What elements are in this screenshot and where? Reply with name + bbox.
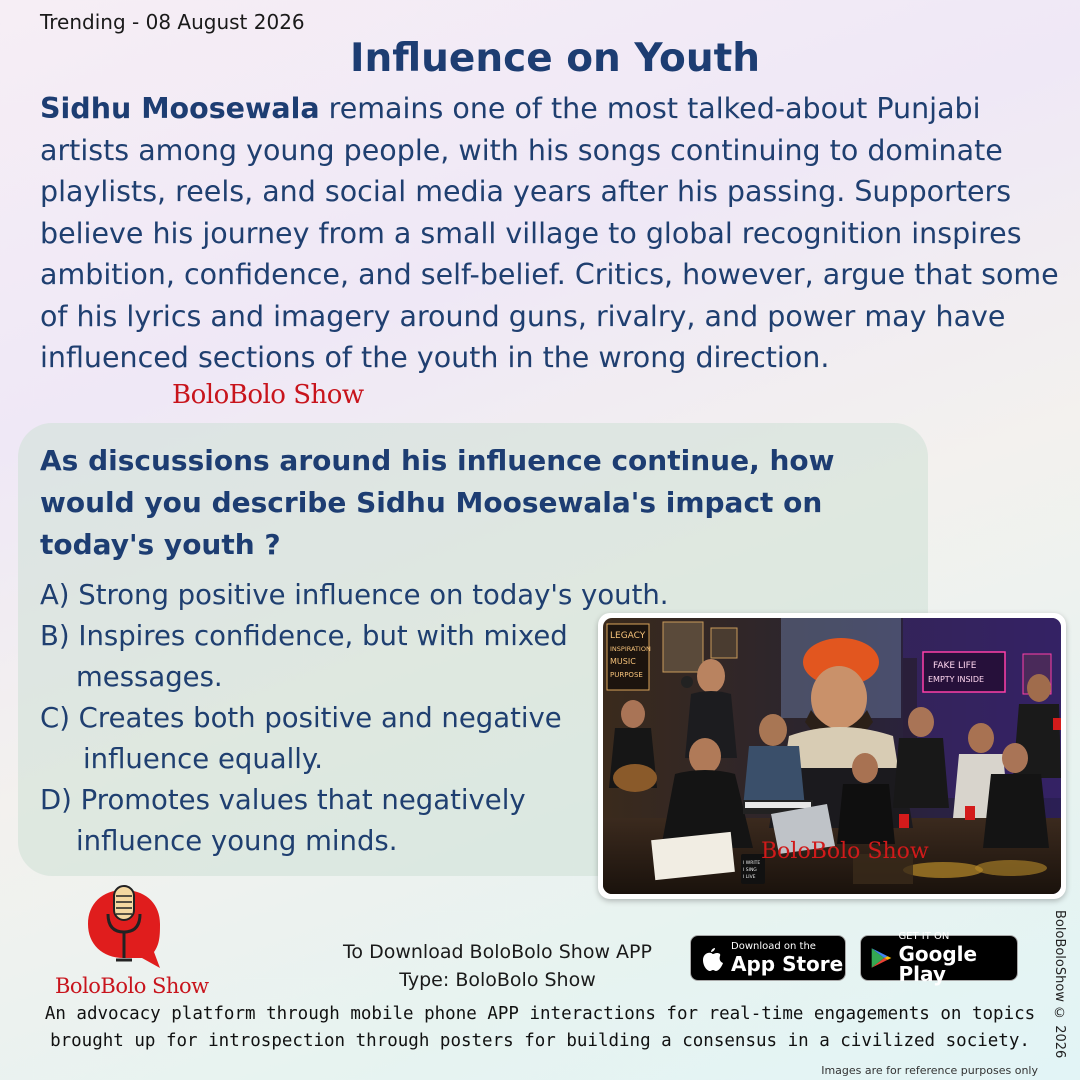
option-d-text-cont: influence young minds.: [76, 825, 398, 857]
poll-option-a[interactable]: [40, 575, 700, 616]
google-play-label: Google Play: [898, 942, 978, 986]
microphone-logo-icon: [84, 884, 164, 974]
app-store-small-label: Download on the: [731, 941, 816, 952]
option-a-text: A) Strong positive influence on today's youth.: [40, 579, 669, 611]
copyright-notice: BoloBoloShow © 2026: [1052, 910, 1067, 1059]
sign-left-line2: INSPIRATION: [610, 645, 651, 653]
trending-date: Trending - 08 August 2026: [40, 10, 305, 34]
mug-line1: I WRITE: [743, 861, 761, 866]
option-c-text-cont: influence equally.: [83, 743, 323, 775]
brand-logo-text: BoloBolo Show: [55, 974, 209, 998]
option-b-text: B) Inspires confidence, but with mixed: [40, 620, 568, 652]
mug-line2: I SING: [743, 868, 757, 873]
option-c-text: C) Creates both positive and negative: [40, 702, 562, 734]
sign-right-line1: FAKE LIFE: [933, 661, 977, 671]
mug-line3: I LIVE: [743, 875, 756, 880]
article-text: remains one of the most talked-about Punjabi artists among young people, with his songs continuing to dominate playlists, reels, and social media years after his passing. Supporters believe his journey from a small village to global recognition inspires ambition, confidence, and self-belief. Critics, however, argue that some of his lyrics and imagery around guns, rivalry, and power may have influenced sections of the youth in the wrong direction.: [40, 92, 1059, 374]
google-play-icon: [861, 942, 898, 974]
poll-question: As discussions around his influence continue, how would you describe Sidhu Moosewala's impact on today's youth ?: [40, 444, 835, 561]
sign-left-line3: MUSIC: [610, 657, 636, 666]
option-d-text: D) Promotes values that negatively: [40, 784, 526, 816]
footer-tagline: An advocacy platform through mobile phone APP interactions for real-time engagements on topics brought up for introspection through posters for building a consensus in a civilized society.: [44, 1004, 1036, 1051]
sign-right-line2: EMPTY INSIDE: [928, 675, 985, 684]
download-line1: To Download BoloBolo Show APP: [343, 941, 652, 963]
sign-left-line1: LEGACY: [610, 631, 646, 641]
studio-scene-image: [603, 618, 1061, 894]
app-store-label: App Store: [731, 952, 844, 976]
option-b-text-cont: messages.: [76, 661, 223, 693]
article-lead-name: Sidhu Moosewala: [40, 92, 320, 125]
google-play-button[interactable]: [860, 931, 1018, 986]
app-store-button[interactable]: [690, 935, 846, 981]
apple-icon: [691, 942, 731, 974]
google-play-small-label: GET IT ON: [898, 931, 950, 942]
download-instructions: [320, 938, 675, 994]
image-disclaimer: Images are for reference purposes only: [821, 1064, 1038, 1077]
illustration-photo: [598, 613, 1066, 899]
brand-watermark: BoloBolo Show: [172, 380, 364, 410]
download-line2: Type: BoloBolo Show: [399, 969, 596, 991]
photo-watermark: BoloBolo Show: [761, 839, 929, 864]
page-title: Influence on Youth: [349, 36, 761, 81]
sign-left-line4: PURPOSE: [610, 671, 643, 679]
article-body: [40, 88, 1060, 379]
